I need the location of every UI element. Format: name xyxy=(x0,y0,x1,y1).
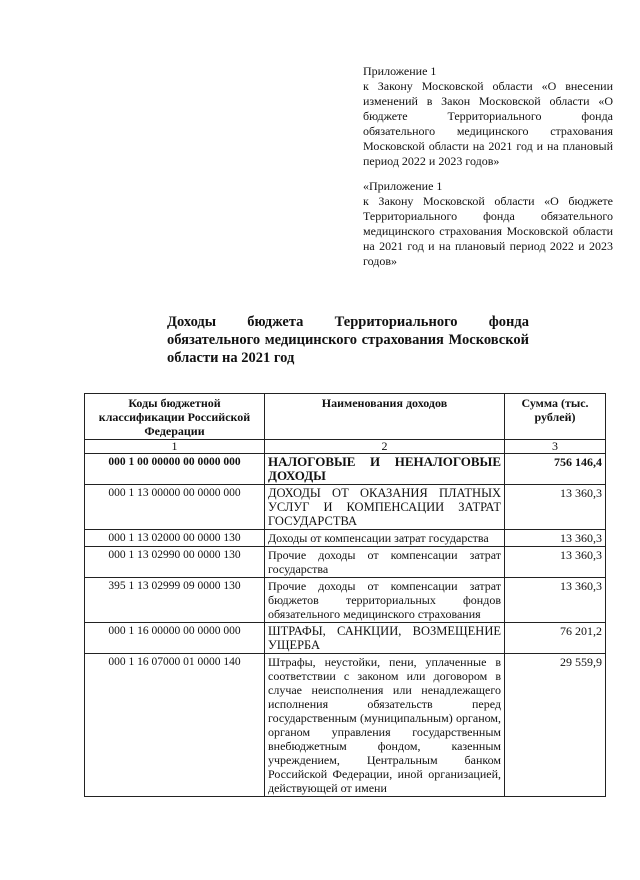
column-number: 1 xyxy=(85,440,265,454)
header-amount: Сумма (тыс. рублей) xyxy=(505,394,606,440)
table-row xyxy=(85,654,606,797)
row-amount: 756 146,4 xyxy=(505,454,606,485)
row-name: Прочие доходы от компенсации затрат бюджетов территориальных фондов обязательного медицинского страхования xyxy=(265,578,505,623)
annex-reference-original xyxy=(363,179,613,269)
document-title: Доходы бюджета Территориального фонда обязательного медицинского страхования Московской области на 2021 год xyxy=(167,314,529,366)
table-header-row xyxy=(85,394,606,440)
row-amount: 13 360,3 xyxy=(505,578,606,623)
row-amount: 29 559,9 xyxy=(505,654,606,797)
header-code: Коды бюджетной классификации Российской Федерации xyxy=(85,394,265,440)
row-amount: 13 360,3 xyxy=(505,485,606,530)
table-row xyxy=(85,547,606,578)
table-row xyxy=(85,578,606,623)
revenue-table xyxy=(84,393,606,797)
row-code: 000 1 13 02990 00 0000 130 xyxy=(85,547,265,578)
row-code: 000 1 16 00000 00 0000 000 xyxy=(85,623,265,654)
column-number: 3 xyxy=(505,440,606,454)
row-name: НАЛОГОВЫЕ И НЕНАЛОГОВЫЕ ДОХОДЫ xyxy=(265,454,505,485)
row-code: 000 1 13 02000 00 0000 130 xyxy=(85,530,265,547)
table-row xyxy=(85,623,606,654)
row-amount: 76 201,2 xyxy=(505,623,606,654)
table-row xyxy=(85,485,606,530)
row-code: 000 1 00 00000 00 0000 000 xyxy=(85,454,265,485)
table-row xyxy=(85,530,606,547)
row-code: 000 1 16 07000 01 0000 140 xyxy=(85,654,265,797)
annex-reference-current xyxy=(363,64,613,169)
annex-heading: «Приложение 1 xyxy=(363,179,443,193)
row-name: Штрафы, неустойки, пени, уплаченные в соответствии с законом или договором в случае неисполнения или ненадлежащего исполнения обязательств перед государственным (муниципальным) органом, органом управления государственным внебюджетным фондом, казенным учреждением, Центральным банком Российской Федерации, иной организацией, действующей от имени xyxy=(265,654,505,797)
table-row xyxy=(85,454,606,485)
annex-text: к Закону Московской области «О внесении изменений в Закон Московской области «О бюджете Территориального фонда обязательного медицинского страхования Московской области на 2021 год и на плановый период 2022 и 2023 годов» xyxy=(363,79,613,168)
column-number: 2 xyxy=(265,440,505,454)
row-name: ДОХОДЫ ОТ ОКАЗАНИЯ ПЛАТНЫХ УСЛУГ И КОМПЕНСАЦИИ ЗАТРАТ ГОСУДАРСТВА xyxy=(265,485,505,530)
row-name: Доходы от компенсации затрат государства xyxy=(265,530,505,547)
row-amount: 13 360,3 xyxy=(505,547,606,578)
row-amount: 13 360,3 xyxy=(505,530,606,547)
row-name: Прочие доходы от компенсации затрат государства xyxy=(265,547,505,578)
row-code: 000 1 13 00000 00 0000 000 xyxy=(85,485,265,530)
header-name: Наименования доходов xyxy=(265,394,505,440)
annex-heading: Приложение 1 xyxy=(363,64,437,78)
row-code: 395 1 13 02999 09 0000 130 xyxy=(85,578,265,623)
column-number-row xyxy=(85,440,606,454)
row-name: ШТРАФЫ, САНКЦИИ, ВОЗМЕЩЕНИЕ УЩЕРБА xyxy=(265,623,505,654)
annex-text: к Закону Московской области «О бюджете Территориального фонда обязательного медицинского страхования Московской области на 2021 год и на плановый период 2022 и 2023 годов» xyxy=(363,194,613,268)
